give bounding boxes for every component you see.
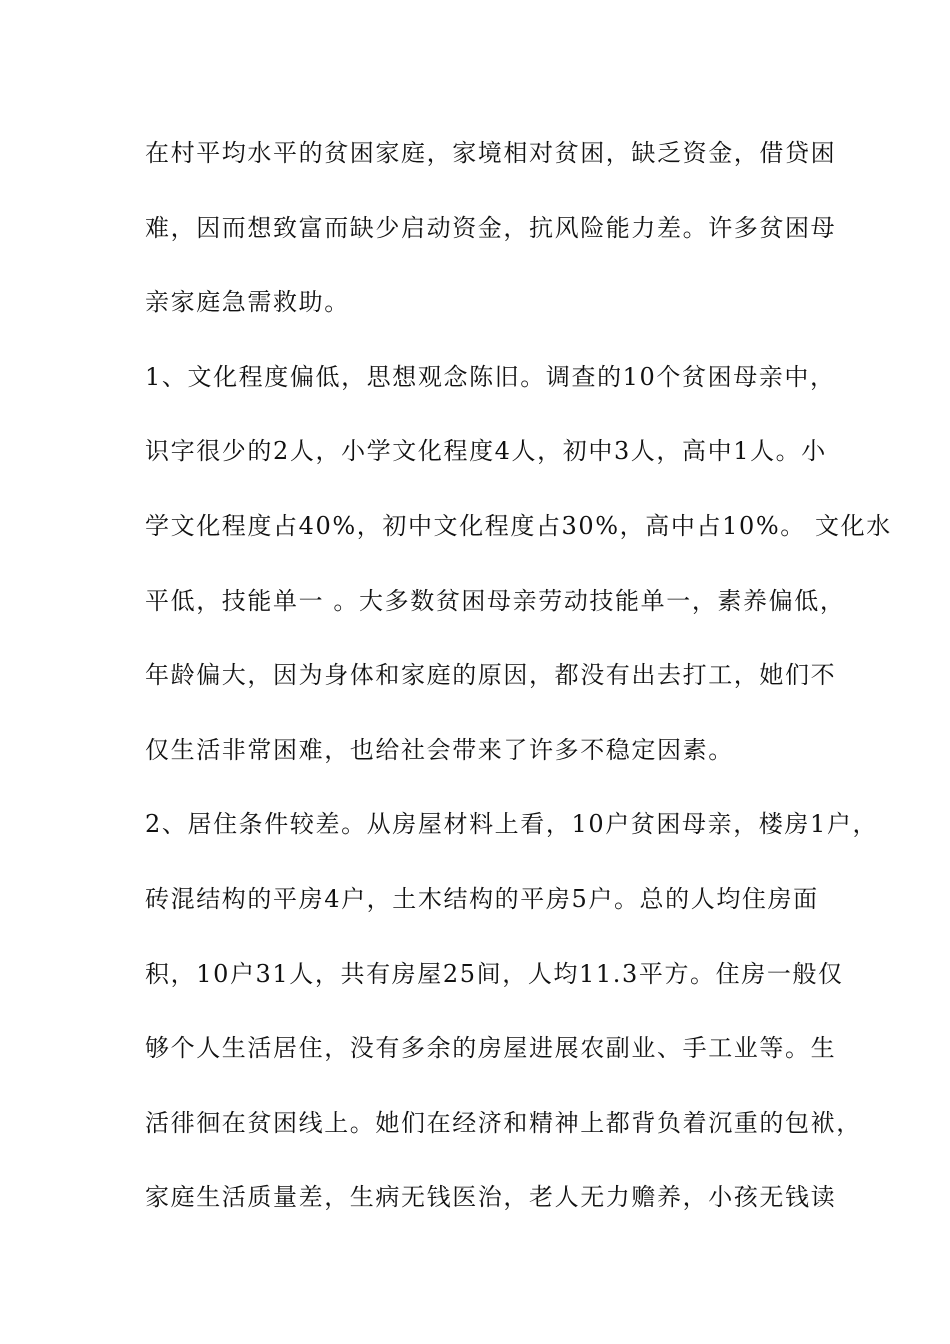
text-line: 家庭生活质量差，生病无钱医治，老人无力赡养，小孩无钱读 — [145, 1183, 837, 1212]
text-line: 在村平均水平的贫困家庭，家境相对贫困，缺乏资金，借贷困 — [145, 139, 837, 167]
text-line: 积，10户31人，共有房屋25间，人均11.3平方。住房一般仅 — [145, 959, 844, 988]
text-line: 识字很少的2人，小学文化程度4人，初中3人，高中1人。小 — [145, 437, 827, 466]
text-line: 平低，技能单一 。大多数贫困母亲劳动技能单一，素养偏低， — [145, 586, 846, 615]
text-line: 难，因而想致富而缺少启动资金，抗风险能力差。许多贫困母 — [145, 213, 837, 242]
text-line: 活徘徊在贫困线上。她们在经济和精神上都背负着沉重的包袱， — [145, 1108, 862, 1137]
text-line: 亲家庭急需救助。 — [145, 288, 350, 317]
text-line: 年龄偏大，因为身体和家庭的原因，都没有出去打工，她们不 — [145, 661, 837, 690]
text-line: 2、居住条件较差。从房屋材料上看，10户贫困母亲，楼房1户， — [145, 810, 879, 839]
text-line: 1、文化程度偏低，思想观念陈旧。调查的10个贫困母亲中， — [145, 362, 836, 391]
body-text — [145, 131, 892, 1250]
text-line: 学文化程度占40%，初中文化程度占30%，高中占10%。 文化水 — [145, 511, 892, 540]
text-line: 够个人生活居住，没有多余的房屋进展农副业、手工业等。生 — [145, 1034, 837, 1063]
text-line: 仅生活非常困难，也给社会带来了许多不稳定因素。 — [145, 735, 734, 764]
text-line: 砖混结构的平房4户，土木结构的平房5户。总的人均住房面 — [145, 884, 819, 913]
